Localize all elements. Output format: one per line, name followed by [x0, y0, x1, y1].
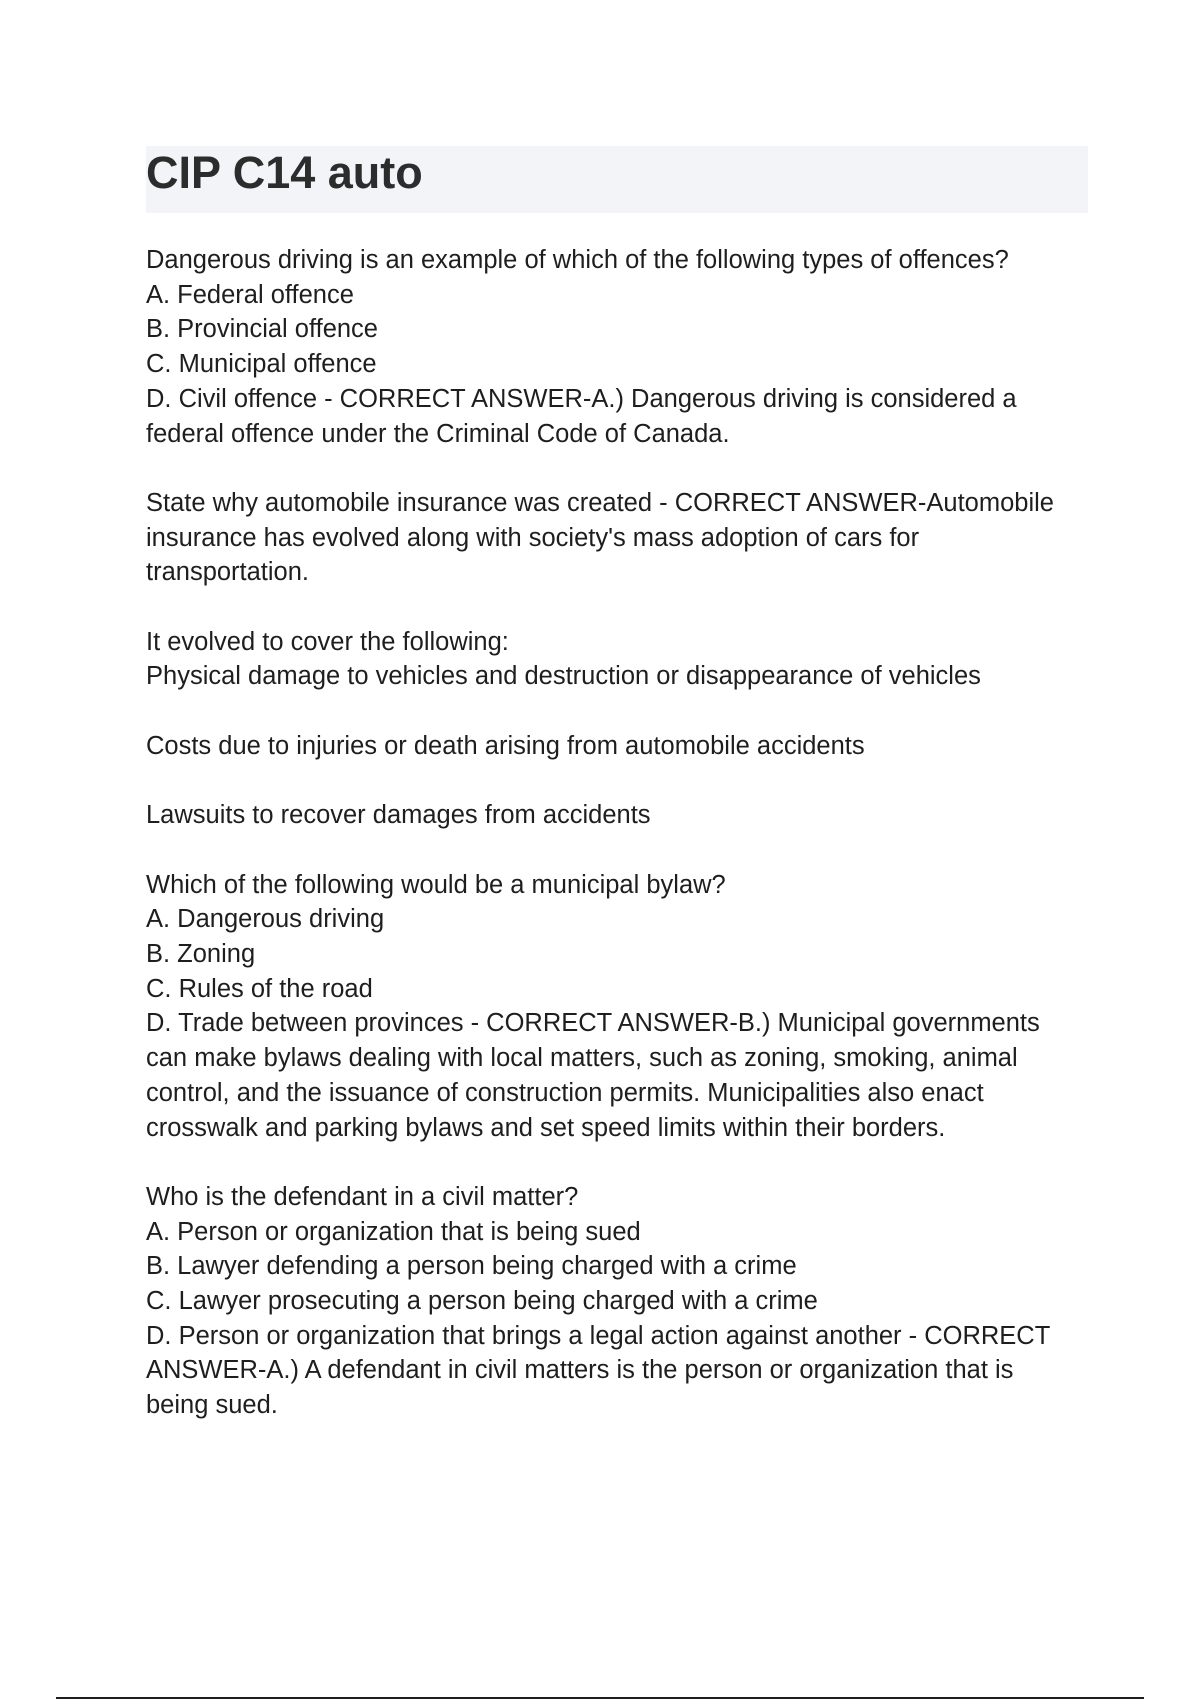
- paragraph-gap: [146, 451, 1088, 486]
- option-d-answer: D. Civil offence - CORRECT ANSWER-A.) Dangerous driving is considered a: [146, 384, 1017, 413]
- answer-explanation: crosswalk and parking bylaws and set speed limits within their borders.: [146, 1113, 946, 1142]
- option-a: A. Dangerous driving: [146, 905, 385, 934]
- option-a: A. Federal offence: [146, 280, 354, 309]
- answer-explanation: can make bylaws dealing with local matters, such as zoning, smoking, animal: [146, 1044, 1018, 1073]
- option-d-answer: D. Person or organization that brings a legal action against another - CORRECT: [146, 1321, 1051, 1350]
- option-a: A. Person or organization that is being sued: [146, 1217, 641, 1246]
- option-b: B. Zoning: [146, 939, 256, 968]
- question-text: Which of the following would be a municipal bylaw?: [146, 870, 726, 899]
- answer-explanation: control, and the issuance of construction permits. Municipalities also enact: [146, 1078, 984, 1107]
- question-text: Who is the defendant in a civil matter?: [146, 1182, 579, 1211]
- paragraph-gap: [146, 764, 1088, 799]
- answer-explanation: ANSWER-A.) A defendant in civil matters is the person or organization that is: [146, 1356, 1014, 1385]
- option-c: C. Rules of the road: [146, 974, 373, 1003]
- coverage-item: Costs due to injuries or death arising from automobile accidents: [146, 731, 865, 760]
- answer-explanation: insurance has evolved along with society's mass adoption of cars for: [146, 523, 920, 552]
- document-body: [146, 243, 1088, 1423]
- question-block-4: [146, 1180, 1088, 1423]
- option-b: B. Lawyer defending a person being charged with a crime: [146, 1252, 797, 1281]
- footer-divider: [56, 1697, 1144, 1699]
- answer-explanation: transportation.: [146, 558, 310, 587]
- title-banner: [146, 146, 1088, 213]
- answer-explanation: being sued.: [146, 1391, 278, 1420]
- paragraph-gap: [146, 833, 1088, 868]
- option-c: C. Lawyer prosecuting a person being charged with a crime: [146, 1287, 818, 1315]
- paragraph-gap: [146, 1145, 1088, 1180]
- option-b: B. Provincial offence: [146, 315, 378, 344]
- paragraph-gap: [146, 694, 1088, 729]
- page-title: CIP C14 auto: [146, 147, 423, 198]
- question-answer-line: State why automobile insurance was created - CORRECT ANSWER-Automobile: [146, 488, 1054, 517]
- answer-explanation: federal offence under the Criminal Code of Canada.: [146, 419, 730, 448]
- option-c: C. Municipal offence: [146, 350, 377, 379]
- question-block-1: [146, 243, 1088, 451]
- question-text: Dangerous driving is an example of which of the following types of offences?: [146, 246, 1009, 274]
- coverage-intro: It evolved to cover the following:: [146, 627, 509, 656]
- question-block-2: [146, 486, 1088, 833]
- question-block-3: [146, 868, 1088, 1146]
- coverage-item: Physical damage to vehicles and destruction or disappearance of vehicles: [146, 662, 981, 691]
- paragraph-gap: [146, 590, 1088, 625]
- coverage-item: Lawsuits to recover damages from accidents: [146, 801, 651, 830]
- option-d-answer: D. Trade between provinces - CORRECT ANSWER-B.) Municipal governments: [146, 1009, 1040, 1038]
